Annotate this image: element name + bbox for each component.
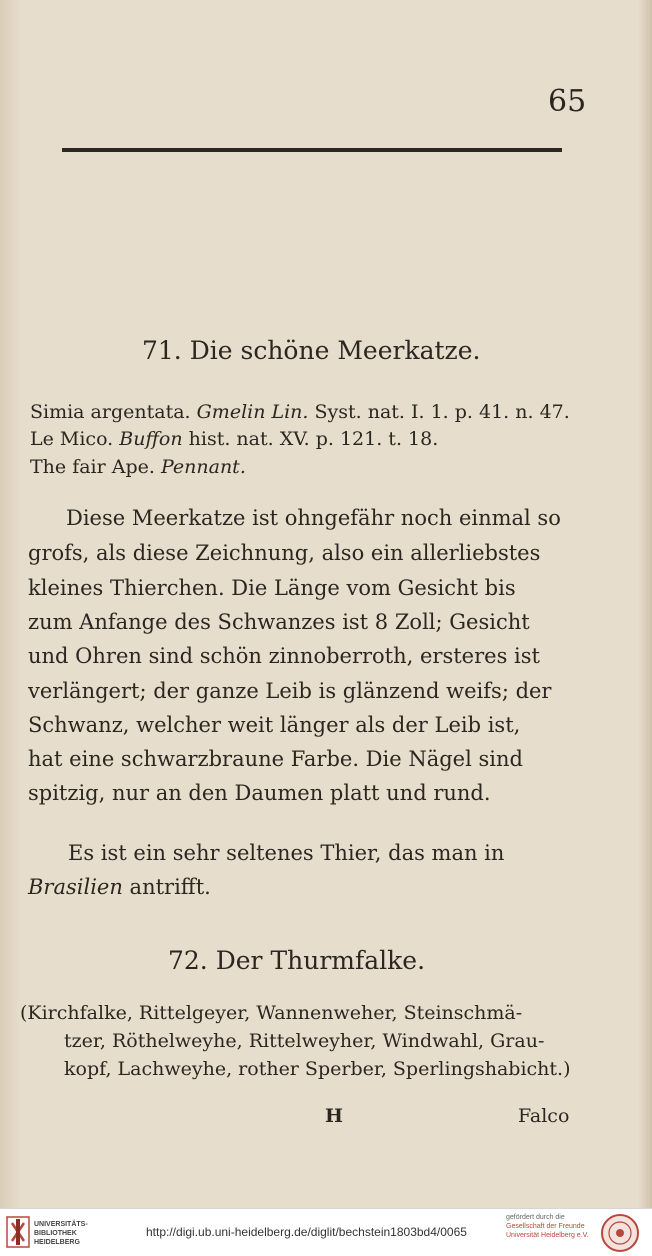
- citation-name: The fair Ape.: [30, 456, 155, 478]
- section-71-heading: 71. Die schöne Meerkatze.: [142, 336, 481, 365]
- university-logo-icon: [6, 1215, 30, 1249]
- paragraph-line: hat eine schwarzbraune Farbe. Die Nägel sind: [28, 747, 523, 771]
- paragraph-line: grofs, als diese Zeichnung, also ein allerliebstes: [28, 541, 541, 565]
- citation-name: Simia argentata.: [30, 401, 191, 423]
- paragraph-line: und Ohren sind schön zinnoberroth, ersteres ist: [28, 644, 540, 668]
- citation-author: Gmelin Lin.: [196, 401, 309, 423]
- citation-name: Le Mico.: [30, 428, 114, 450]
- citation-line: [30, 456, 246, 478]
- paragraph-line: [28, 875, 211, 899]
- citation-ref: hist. nat. XV. p. 121. t. 18.: [188, 428, 439, 450]
- funder-credit: gefördert durch die Gesellschaft der Freunde Universität Heidelberg e.V.: [506, 1214, 589, 1239]
- paragraph-line: spitzig, nur an den Daumen platt und rund.: [28, 781, 491, 805]
- catchword: Falco: [518, 1105, 570, 1127]
- page-url[interactable]: http://digi.ub.uni-heidelberg.de/diglit/bechstein1803bd4/0065: [146, 1225, 467, 1239]
- synonym-line: tzer, Röthelweyhe, Rittelweyher, Windwahl, Grau-: [64, 1030, 545, 1052]
- synonym-line: (Kirchfalke, Rittelgeyer, Wannenweher, Steinschmä-: [20, 1002, 523, 1024]
- section-72-heading: 72. Der Thurmfalke.: [168, 946, 426, 975]
- citation-author: Pennant.: [160, 456, 246, 478]
- paragraph-line: Schwanz, welcher weit länger als der Leib ist,: [28, 713, 521, 737]
- header-rule: [62, 148, 562, 152]
- page-number: 65: [548, 84, 587, 119]
- citation-author: Buffon: [119, 428, 183, 450]
- library-name: UNIVERSITÄTS- BIBLIOTHEK HEIDELBERG: [34, 1221, 88, 1246]
- citation-line: [30, 428, 438, 450]
- citation-ref: Syst. nat. I. 1. p. 41. n. 47.: [314, 401, 570, 423]
- paragraph-line: zum Anfange des Schwanzes ist 8 Zoll; Gesicht: [28, 610, 530, 634]
- viewer-footer: [0, 1208, 652, 1256]
- synonym-line: kopf, Lachweyhe, rother Sperber, Sperlingshabicht.): [64, 1058, 571, 1080]
- society-seal-icon: [600, 1213, 640, 1253]
- paragraph-line: kleines Thierchen. Die Länge vom Gesicht bis: [28, 576, 516, 600]
- paragraph-line: verlängert; der ganze Leib is glänzend weifs; der: [28, 679, 552, 703]
- paragraph-text: antrifft.: [122, 875, 211, 899]
- paragraph-line: Diese Meerkatze ist ohngefähr noch einmal so: [66, 506, 561, 530]
- place-name: Brasilien: [28, 875, 123, 899]
- signature-mark: H: [325, 1105, 343, 1127]
- paragraph-line: Es ist ein sehr seltenes Thier, das man in: [68, 841, 505, 865]
- citation-line: [30, 401, 570, 423]
